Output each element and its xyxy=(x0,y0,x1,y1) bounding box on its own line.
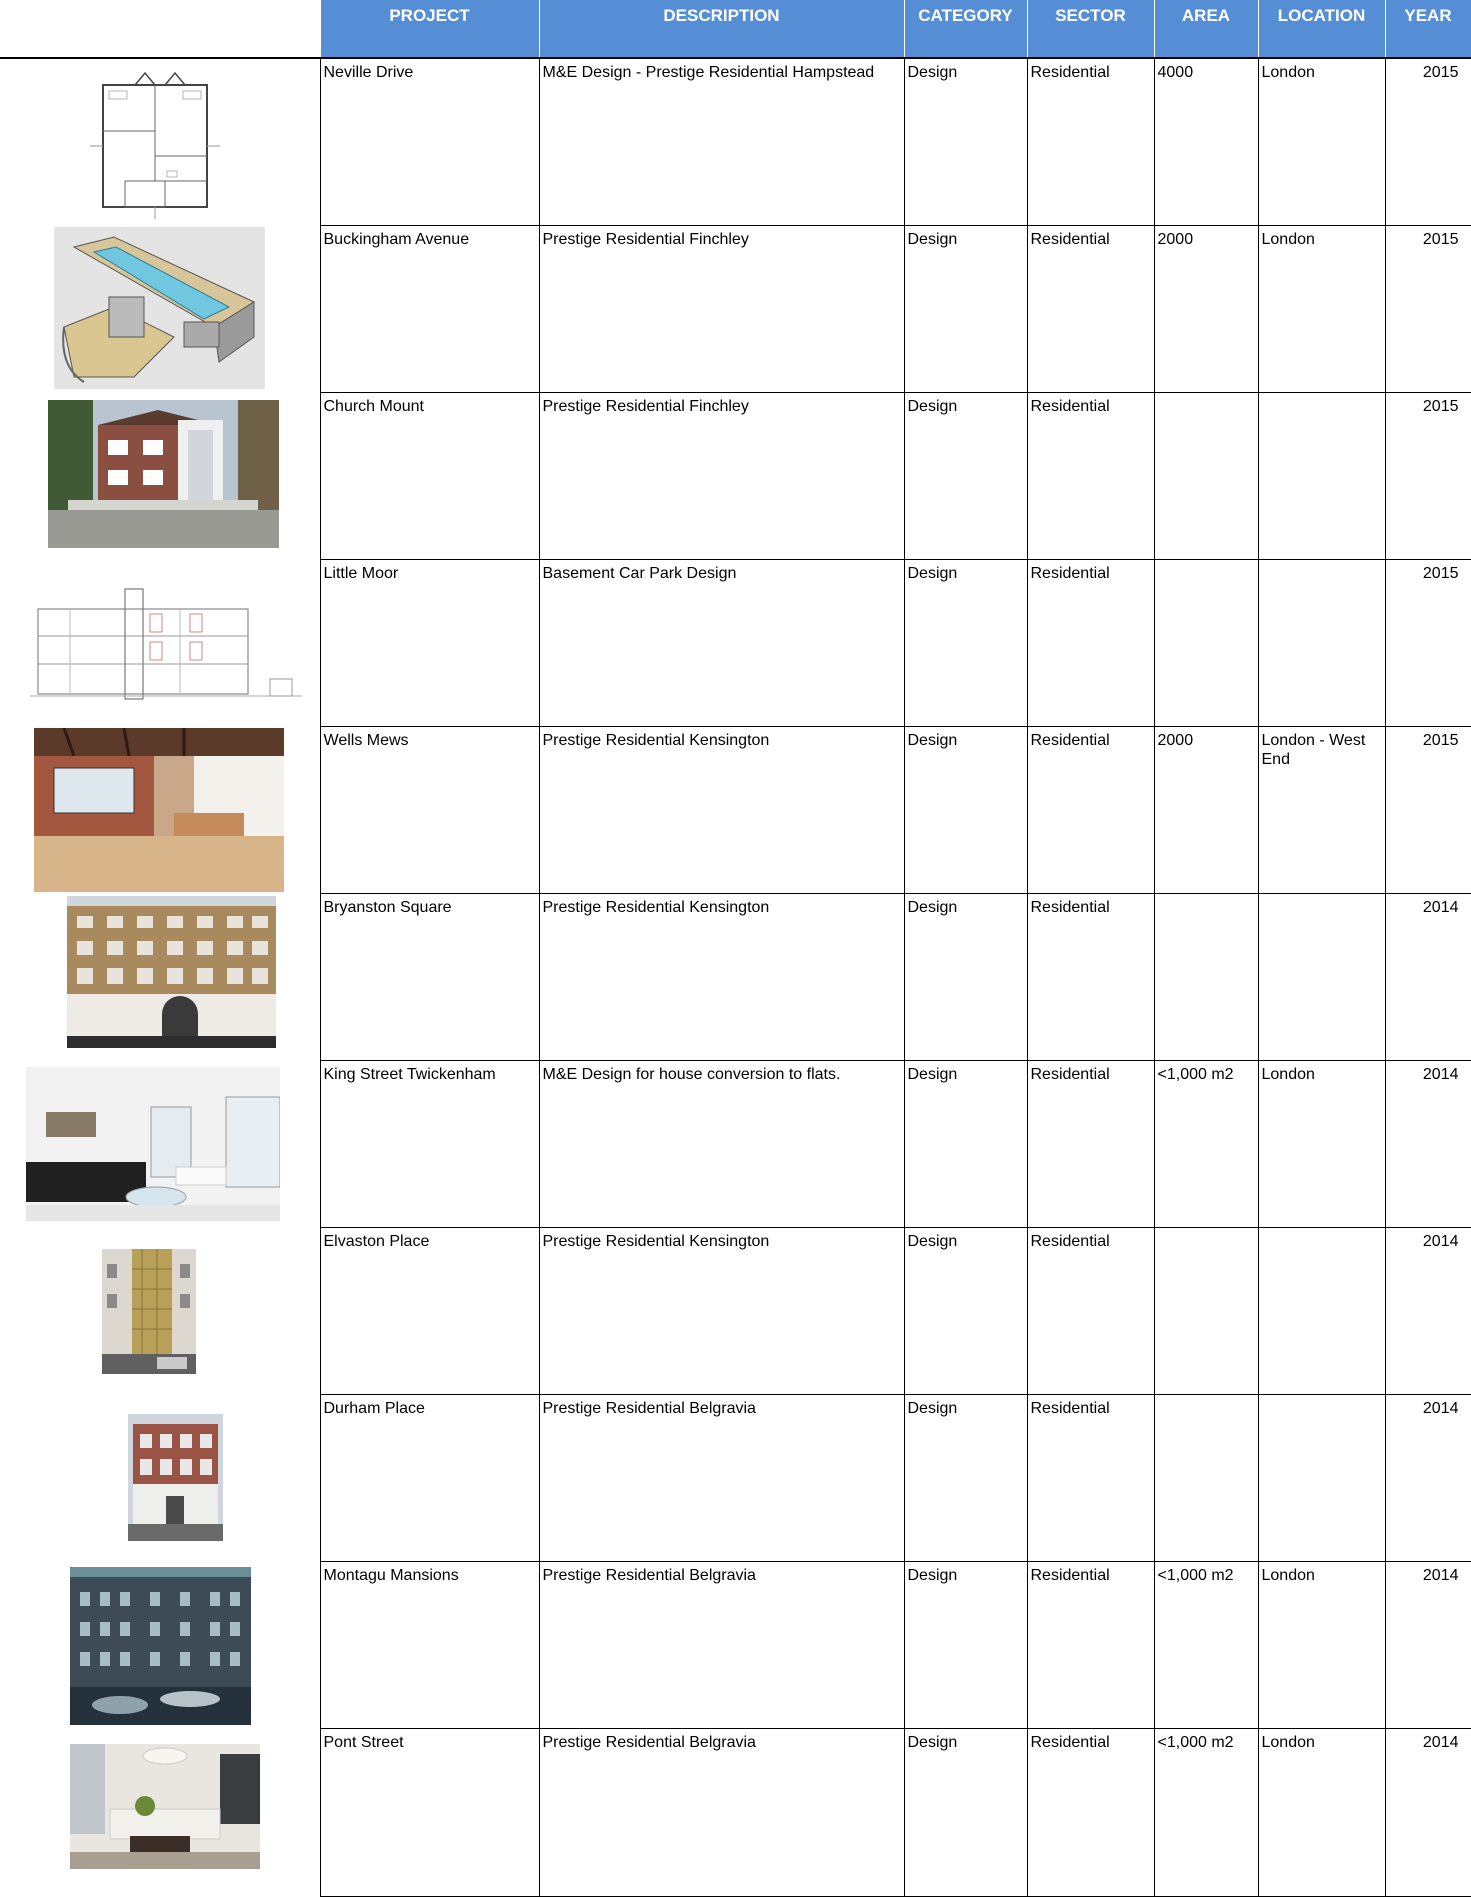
project-description: Prestige Residential Kensington xyxy=(539,893,904,1060)
project-image-cell xyxy=(0,1728,320,1897)
project-year: 2015 xyxy=(1385,726,1471,893)
area-header: AREA xyxy=(1154,0,1258,58)
description-header: DESCRIPTION xyxy=(539,0,904,58)
project-location: London xyxy=(1258,225,1385,392)
section-drawing-thumbnail xyxy=(30,584,302,704)
house-photo-thumbnail xyxy=(48,400,279,548)
loft-interior-thumbnail xyxy=(34,728,284,892)
project-image-cell xyxy=(0,1060,320,1227)
project-description: Prestige Residential Belgravia xyxy=(539,1561,904,1728)
project-name: Durham Place xyxy=(320,1394,539,1561)
project-area xyxy=(1154,1394,1258,1561)
project-sector: Residential xyxy=(1027,893,1154,1060)
project-area: <1,000 m2 xyxy=(1154,1561,1258,1728)
table-row xyxy=(0,1227,1471,1394)
project-category: Design xyxy=(904,1060,1027,1227)
project-description: Prestige Residential Belgravia xyxy=(539,1394,904,1561)
project-year: 2015 xyxy=(1385,559,1471,726)
project-location xyxy=(1258,893,1385,1060)
table-row xyxy=(0,58,1471,225)
project-category: Design xyxy=(904,1561,1027,1728)
location-header: LOCATION xyxy=(1258,0,1385,58)
living-room-thumbnail xyxy=(26,1067,280,1221)
project-category: Design xyxy=(904,1728,1027,1897)
project-category: Design xyxy=(904,893,1027,1060)
project-year: 2014 xyxy=(1385,1227,1471,1394)
project-location: London - West End xyxy=(1258,726,1385,893)
project-area: 4000 xyxy=(1154,58,1258,225)
project-year: 2014 xyxy=(1385,1728,1471,1897)
project-area: <1,000 m2 xyxy=(1154,1060,1258,1227)
project-description: Prestige Residential Kensington xyxy=(539,726,904,893)
project-image-cell xyxy=(0,58,320,225)
project-image-cell xyxy=(0,1561,320,1728)
project-location xyxy=(1258,1227,1385,1394)
project-year: 2015 xyxy=(1385,392,1471,559)
category-header: CATEGORY xyxy=(904,0,1027,58)
project-description: Basement Car Park Design xyxy=(539,559,904,726)
project-name: King Street Twickenham xyxy=(320,1060,539,1227)
table-row xyxy=(0,1394,1471,1561)
project-area: <1,000 m2 xyxy=(1154,1728,1258,1897)
project-description: M&E Design - Prestige Residential Hampstead xyxy=(539,58,904,225)
project-location: London xyxy=(1258,1728,1385,1897)
project-sector: Residential xyxy=(1027,58,1154,225)
project-category: Design xyxy=(904,58,1027,225)
project-description: Prestige Residential Belgravia xyxy=(539,1728,904,1897)
project-sector: Residential xyxy=(1027,1394,1154,1561)
table-row xyxy=(0,225,1471,392)
project-area xyxy=(1154,893,1258,1060)
project-location: London xyxy=(1258,1561,1385,1728)
project-name: Elvaston Place xyxy=(320,1227,539,1394)
sector-header: SECTOR xyxy=(1027,0,1154,58)
project-location xyxy=(1258,1394,1385,1561)
project-sector: Residential xyxy=(1027,1561,1154,1728)
project-location xyxy=(1258,559,1385,726)
project-year: 2014 xyxy=(1385,893,1471,1060)
project-sector: Residential xyxy=(1027,225,1154,392)
project-area: 2000 xyxy=(1154,225,1258,392)
project-image-cell xyxy=(0,392,320,559)
project-description: Prestige Residential Finchley xyxy=(539,392,904,559)
project-description: M&E Design for house conversion to flats. xyxy=(539,1060,904,1227)
mansion-block-thumbnail xyxy=(70,1567,251,1725)
scaffold-building-thumbnail xyxy=(102,1249,196,1374)
header-row xyxy=(0,0,1471,58)
project-description: Prestige Residential Finchley xyxy=(539,225,904,392)
project-sector: Residential xyxy=(1027,726,1154,893)
project-location: London xyxy=(1258,1060,1385,1227)
project-name: Pont Street xyxy=(320,1728,539,1897)
project-year: 2014 xyxy=(1385,1060,1471,1227)
project-category: Design xyxy=(904,392,1027,559)
project-name: Little Moor xyxy=(320,559,539,726)
project-name: Neville Drive xyxy=(320,58,539,225)
floor-plan-thumbnail xyxy=(85,71,225,221)
project-sector: Residential xyxy=(1027,392,1154,559)
year-header: YEAR xyxy=(1385,0,1471,58)
project-image-cell xyxy=(0,726,320,893)
project-image-cell xyxy=(0,1394,320,1561)
project-area xyxy=(1154,1227,1258,1394)
project-image-cell xyxy=(0,559,320,726)
terrace-facade-thumbnail xyxy=(67,896,276,1048)
project-name: Montagu Mansions xyxy=(320,1561,539,1728)
project-image-cell xyxy=(0,1227,320,1394)
table-row xyxy=(0,392,1471,559)
table-row xyxy=(0,1561,1471,1728)
project-name: Wells Mews xyxy=(320,726,539,893)
project-location xyxy=(1258,392,1385,559)
project-sector: Residential xyxy=(1027,1227,1154,1394)
project-header: PROJECT xyxy=(320,0,539,58)
project-category: Design xyxy=(904,559,1027,726)
project-year: 2015 xyxy=(1385,225,1471,392)
image-column-header xyxy=(0,0,320,58)
project-name: Bryanston Square xyxy=(320,893,539,1060)
project-sector: Residential xyxy=(1027,1728,1154,1897)
project-location: London xyxy=(1258,58,1385,225)
project-image-cell xyxy=(0,893,320,1060)
project-year: 2015 xyxy=(1385,58,1471,225)
project-year: 2014 xyxy=(1385,1394,1471,1561)
project-sector: Residential xyxy=(1027,1060,1154,1227)
table-row xyxy=(0,726,1471,893)
table-row xyxy=(0,893,1471,1060)
project-name: Buckingham Avenue xyxy=(320,225,539,392)
lounge-interior-thumbnail xyxy=(70,1744,260,1869)
project-category: Design xyxy=(904,726,1027,893)
3d-model-thumbnail xyxy=(54,227,265,389)
table-row xyxy=(0,559,1471,726)
project-category: Design xyxy=(904,1394,1027,1561)
table-row xyxy=(0,1728,1471,1897)
table-row xyxy=(0,1060,1471,1227)
project-area xyxy=(1154,392,1258,559)
project-area xyxy=(1154,559,1258,726)
townhouse-thumbnail xyxy=(128,1414,223,1541)
project-category: Design xyxy=(904,225,1027,392)
project-image-cell xyxy=(0,225,320,392)
project-category: Design xyxy=(904,1227,1027,1394)
project-area: 2000 xyxy=(1154,726,1258,893)
project-description: Prestige Residential Kensington xyxy=(539,1227,904,1394)
project-name: Church Mount xyxy=(320,392,539,559)
project-year: 2014 xyxy=(1385,1561,1471,1728)
project-sector: Residential xyxy=(1027,559,1154,726)
